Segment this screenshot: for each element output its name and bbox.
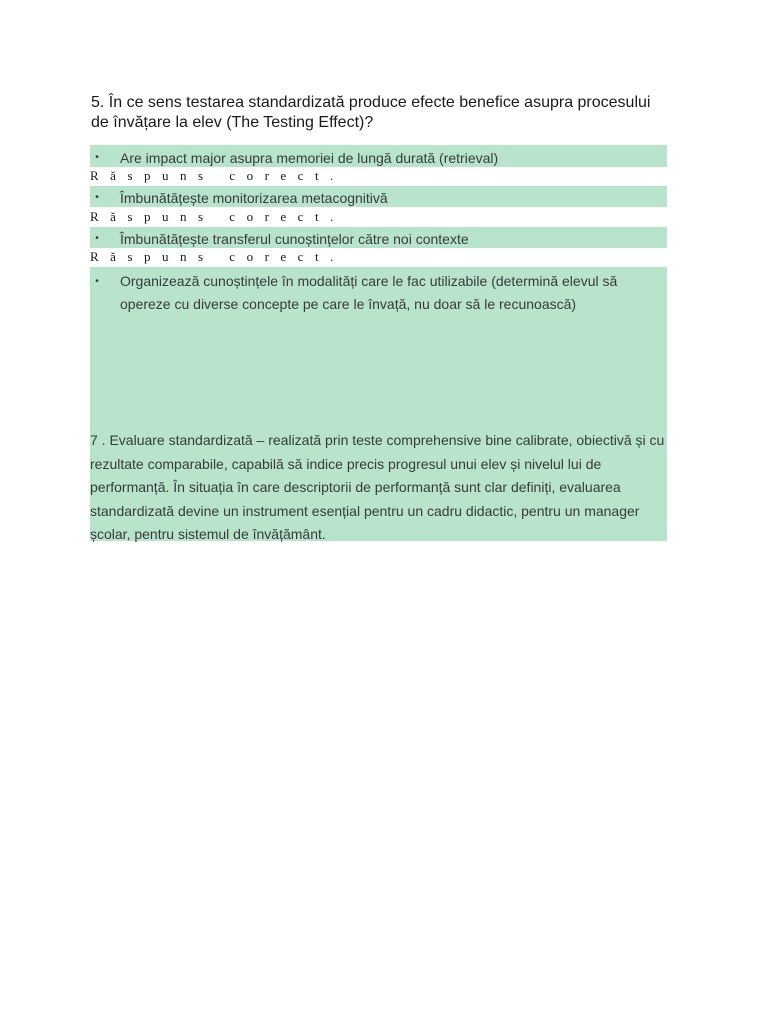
bullet-icon: • bbox=[95, 192, 99, 203]
option-text: Organizează cunoștințele în modalități care le fac utilizabile (determină elevul să opereze cu diverse concepte pe care le învață, nu doar să le recunoască) bbox=[120, 273, 618, 312]
option-text: Îmbunătățește monitorizarea metacognitivă bbox=[120, 190, 388, 206]
option-text: Are impact major asupra memoriei de lungă durată (retrieval) bbox=[120, 150, 499, 166]
answer-label-2: Răspuns corect. bbox=[90, 209, 345, 224]
answer-label-1: Răspuns corect. bbox=[90, 168, 345, 183]
answer-label-3: Răspuns corect. bbox=[90, 249, 345, 264]
question-5: 5. În ce sens testarea standardizată produce efecte benefice asupra procesului de învățare la elev (The Testing Effect)? bbox=[91, 94, 651, 131]
item-7-paragraph: 7 . Evaluare standardizată – realizată prin teste comprehensive bine calibrate, obiectivă și cu rezultate comparabile, capabilă să indice precis progresul unui elev și nivelul lui de performanță. În situația în care descriptorii de performanță sunt clar definiți, evaluarea standardizată devine un instrument esențial pentru un cadru didactic, pentru un manager școlar, pentru sistemul de învățământ. bbox=[90, 432, 665, 542]
bullet-icon: • bbox=[95, 233, 99, 244]
option-text: Îmbunătățește transferul cunoștințelor către noi contexte bbox=[120, 231, 469, 247]
bullet-icon: • bbox=[95, 152, 99, 163]
bullet-icon: • bbox=[95, 276, 99, 287]
